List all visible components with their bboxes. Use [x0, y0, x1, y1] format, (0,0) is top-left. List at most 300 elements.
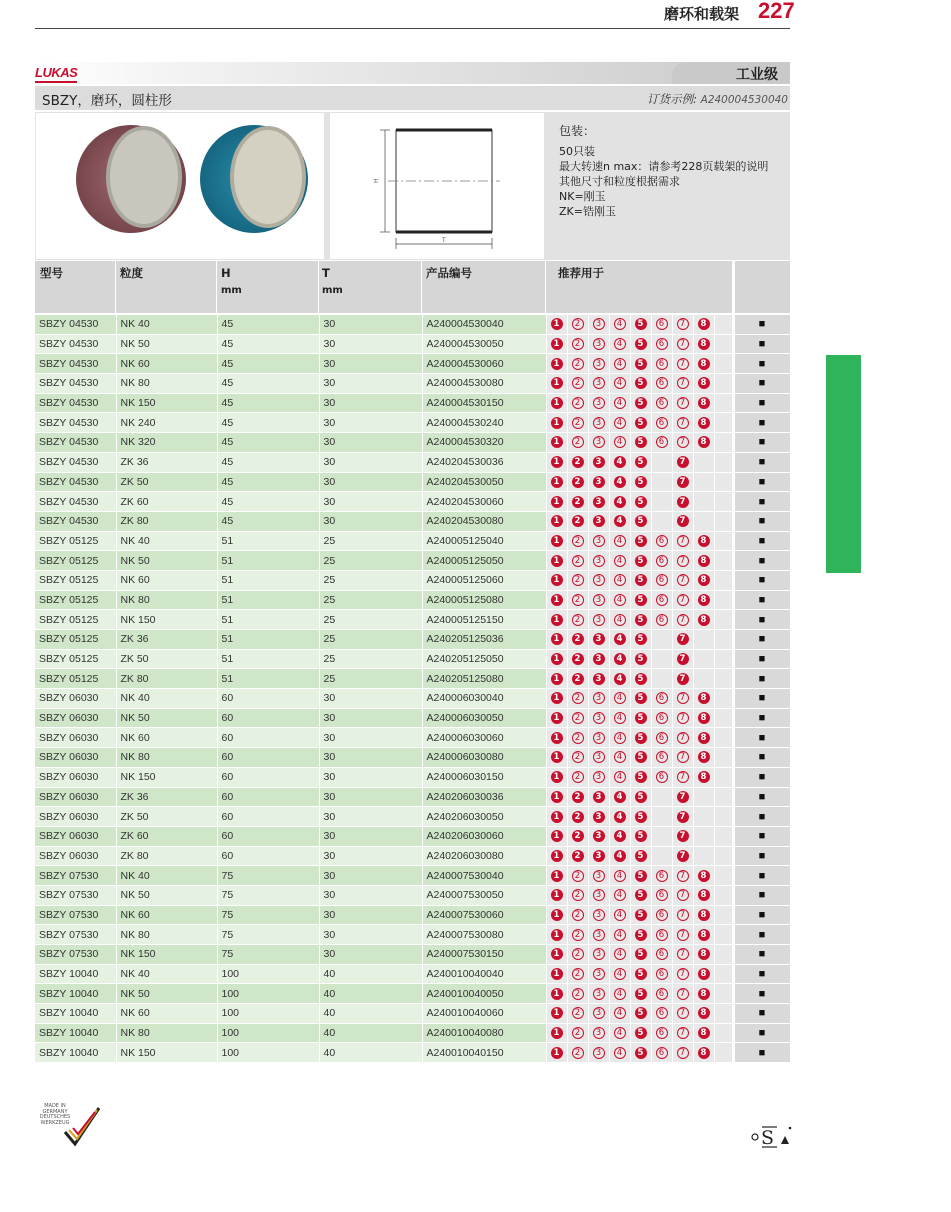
cell-h: 45 [217, 413, 319, 433]
application-cell [714, 1043, 733, 1062]
col-t: T mm [322, 266, 343, 296]
table-row [35, 669, 790, 689]
application-5-icon: 5 [635, 417, 647, 429]
cell-code: A240010040150 [422, 1043, 546, 1062]
application-2-icon: 2 [572, 338, 584, 350]
packaging-line: 50只装 [559, 145, 595, 158]
application-1-icon: 1 [551, 870, 563, 882]
application-4-icon: 4 [614, 555, 626, 567]
application-cell [714, 708, 733, 728]
application-cell [588, 413, 609, 433]
cell-model: SBZY 05125 [35, 551, 116, 571]
application-cell [546, 472, 567, 492]
application-4-icon: 4 [614, 377, 626, 389]
application-cell [672, 748, 693, 768]
application-cell [567, 945, 588, 965]
application-cell [714, 925, 733, 945]
application-cell [546, 945, 567, 965]
application-7-icon: 7 [677, 377, 689, 389]
application-5-icon: 5 [635, 1027, 647, 1039]
application-4-icon: 4 [614, 791, 626, 803]
cell-code: A240205125036 [422, 630, 546, 650]
cell-t: 30 [319, 846, 422, 866]
application-cell [672, 354, 693, 374]
application-cell [588, 492, 609, 512]
application-cell [588, 984, 609, 1004]
application-3-icon: 3 [593, 988, 605, 1000]
application-cell [609, 866, 630, 886]
application-cell [609, 708, 630, 728]
application-cell [546, 1004, 567, 1024]
application-5-icon: 5 [635, 673, 647, 685]
application-3-icon: 3 [593, 456, 605, 468]
application-4-icon: 4 [614, 1047, 626, 1059]
application-cell [693, 649, 714, 669]
application-4-icon: 4 [614, 870, 626, 882]
application-cell [672, 433, 693, 453]
application-cell [567, 1004, 588, 1024]
application-7-icon: 7 [677, 732, 689, 744]
cell-h: 45 [217, 315, 319, 335]
application-7-icon: 7 [677, 929, 689, 941]
application-cell [693, 551, 714, 571]
application-cell [609, 374, 630, 394]
cell-h: 45 [217, 334, 319, 354]
cell-model: SBZY 07530 [35, 885, 116, 905]
dim-t-label: T [442, 237, 446, 244]
application-cell [567, 570, 588, 590]
application-cell [651, 787, 672, 807]
application-2-icon: 2 [572, 988, 584, 1000]
cell-t: 30 [319, 708, 422, 728]
application-cell [672, 866, 693, 886]
application-2-icon: 2 [572, 811, 584, 823]
application-cell [567, 315, 588, 335]
table-row [35, 885, 790, 905]
application-cell [567, 984, 588, 1004]
application-5-icon: 5 [635, 358, 647, 370]
application-cell [546, 689, 567, 709]
table-row [35, 767, 790, 787]
application-cell [651, 590, 672, 610]
cell-grit: ZK 50 [116, 807, 217, 827]
application-3-icon: 3 [593, 358, 605, 370]
application-cell [630, 590, 651, 610]
application-cell [588, 708, 609, 728]
cell-t: 30 [319, 728, 422, 748]
application-cell [672, 630, 693, 650]
application-cell [651, 374, 672, 394]
application-2-icon: 2 [572, 397, 584, 409]
application-cell [609, 945, 630, 965]
application-cell [588, 1043, 609, 1062]
application-cell [588, 945, 609, 965]
cell-code: A240005125080 [422, 590, 546, 610]
table-row [35, 826, 790, 846]
cell-model: SBZY 05125 [35, 570, 116, 590]
cell-h: 60 [217, 748, 319, 768]
table-row [35, 511, 790, 531]
application-3-icon: 3 [593, 948, 605, 960]
application-7-icon: 7 [677, 909, 689, 921]
application-7-icon: 7 [677, 889, 689, 901]
application-4-icon: 4 [614, 968, 626, 980]
application-cell [651, 748, 672, 768]
cell-model: SBZY 04530 [35, 393, 116, 413]
application-cell [546, 610, 567, 630]
application-cell [588, 511, 609, 531]
cell-grit: ZK 36 [116, 452, 217, 472]
table-row [35, 472, 790, 492]
application-cell [714, 669, 733, 689]
header-rule [35, 28, 790, 29]
application-cell [714, 866, 733, 886]
cell-grit: NK 150 [116, 767, 217, 787]
application-cell [651, 1004, 672, 1024]
application-cell [714, 1004, 733, 1024]
application-cell [546, 787, 567, 807]
application-cell [588, 826, 609, 846]
cell-h: 51 [217, 570, 319, 590]
availability-mark: ■ [733, 531, 790, 551]
application-1-icon: 1 [551, 574, 563, 586]
application-cell [651, 570, 672, 590]
application-3-icon: 3 [593, 811, 605, 823]
application-cell [630, 885, 651, 905]
application-cell [651, 964, 672, 984]
application-cell [630, 787, 651, 807]
application-cell [714, 610, 733, 630]
application-8-icon: 8 [698, 948, 710, 960]
cell-model: SBZY 05125 [35, 630, 116, 650]
application-cell [609, 748, 630, 768]
application-4-icon: 4 [614, 988, 626, 1000]
cell-model: SBZY 05125 [35, 531, 116, 551]
cell-h: 45 [217, 472, 319, 492]
cell-t: 25 [319, 630, 422, 650]
table-row [35, 551, 790, 571]
application-cell [672, 334, 693, 354]
application-cell [567, 472, 588, 492]
application-cell [546, 334, 567, 354]
lukas-logo: LUKAS [35, 65, 78, 80]
application-6-icon: 6 [656, 771, 668, 783]
table-row [35, 925, 790, 945]
cell-model: SBZY 04530 [35, 315, 116, 335]
made-in-germany-text: MADE IN GERMANY DEUTSCHES WERKZEUG [39, 1103, 71, 1126]
application-5-icon: 5 [635, 633, 647, 645]
cell-h: 75 [217, 925, 319, 945]
table-row [35, 452, 790, 472]
cell-h: 100 [217, 964, 319, 984]
application-cell [672, 610, 693, 630]
cell-grit: NK 150 [116, 393, 217, 413]
application-cell [609, 905, 630, 925]
cell-h: 45 [217, 511, 319, 531]
application-5-icon: 5 [635, 732, 647, 744]
availability-mark: ■ [733, 826, 790, 846]
cell-grit: ZK 50 [116, 472, 217, 492]
cell-grit: NK 150 [116, 945, 217, 965]
cell-grit: NK 150 [116, 1043, 217, 1062]
application-cell [651, 315, 672, 335]
cell-t: 40 [319, 964, 422, 984]
application-cell [672, 590, 693, 610]
cell-h: 60 [217, 689, 319, 709]
cell-t: 30 [319, 885, 422, 905]
application-8-icon: 8 [698, 594, 710, 606]
application-cell [567, 374, 588, 394]
application-6-icon: 6 [656, 889, 668, 901]
application-cell [609, 630, 630, 650]
application-2-icon: 2 [572, 377, 584, 389]
application-cell [651, 807, 672, 827]
application-1-icon: 1 [551, 1047, 563, 1059]
cell-grit: NK 60 [116, 1004, 217, 1024]
availability-mark: ■ [733, 1043, 790, 1062]
cell-grit: NK 60 [116, 905, 217, 925]
application-8-icon: 8 [698, 909, 710, 921]
application-3-icon: 3 [593, 889, 605, 901]
cell-h: 100 [217, 1004, 319, 1024]
application-cell [609, 885, 630, 905]
table-row [35, 689, 790, 709]
application-cell [588, 767, 609, 787]
table-row [35, 531, 790, 551]
application-6-icon: 6 [656, 318, 668, 330]
availability-mark: ■ [733, 925, 790, 945]
application-cell [546, 393, 567, 413]
application-1-icon: 1 [551, 397, 563, 409]
application-4-icon: 4 [614, 771, 626, 783]
application-8-icon: 8 [698, 988, 710, 1000]
cell-t: 30 [319, 807, 422, 827]
cell-code: A240005125040 [422, 531, 546, 551]
application-cell [714, 492, 733, 512]
application-cell [693, 492, 714, 512]
application-cell [693, 708, 714, 728]
application-cell [609, 570, 630, 590]
application-6-icon: 6 [656, 555, 668, 567]
application-cell [609, 551, 630, 571]
availability-mark: ■ [733, 846, 790, 866]
application-cell [630, 669, 651, 689]
header-divider [216, 261, 217, 313]
application-cell [630, 354, 651, 374]
application-cell [546, 570, 567, 590]
application-5-icon: 5 [635, 1047, 647, 1059]
application-5-icon: 5 [635, 515, 647, 527]
application-5-icon: 5 [635, 456, 647, 468]
application-cell [651, 393, 672, 413]
cell-model: SBZY 06030 [35, 689, 116, 709]
cell-code: A240004530050 [422, 334, 546, 354]
application-5-icon: 5 [635, 830, 647, 842]
application-cell [693, 354, 714, 374]
table-row [35, 1043, 790, 1062]
application-3-icon: 3 [593, 1047, 605, 1059]
table-row [35, 984, 790, 1004]
packaging-info [559, 124, 768, 219]
application-4-icon: 4 [614, 751, 626, 763]
application-cell [672, 472, 693, 492]
cell-model: SBZY 06030 [35, 826, 116, 846]
application-cell [714, 1023, 733, 1043]
application-cell [672, 1004, 693, 1024]
application-cell [588, 452, 609, 472]
made-in-germany-logo [35, 1104, 105, 1154]
application-cell [672, 551, 693, 571]
application-cell [546, 433, 567, 453]
cell-t: 30 [319, 315, 422, 335]
application-2-icon: 2 [572, 673, 584, 685]
application-cell [567, 964, 588, 984]
application-cell [672, 511, 693, 531]
application-cell [567, 452, 588, 472]
application-cell [693, 945, 714, 965]
application-cell [714, 728, 733, 748]
cell-h: 75 [217, 905, 319, 925]
application-8-icon: 8 [698, 1007, 710, 1019]
cell-model: SBZY 07530 [35, 925, 116, 945]
cell-code: A240006030050 [422, 708, 546, 728]
table-row [35, 905, 790, 925]
application-1-icon: 1 [551, 1027, 563, 1039]
application-cell [714, 885, 733, 905]
cell-t: 30 [319, 905, 422, 925]
application-1-icon: 1 [551, 476, 563, 488]
cell-grit: ZK 80 [116, 511, 217, 531]
application-cell [672, 984, 693, 1004]
application-cell [630, 689, 651, 709]
application-2-icon: 2 [572, 515, 584, 527]
application-1-icon: 1 [551, 948, 563, 960]
application-3-icon: 3 [593, 338, 605, 350]
table-row [35, 492, 790, 512]
application-cell [630, 964, 651, 984]
application-2-icon: 2 [572, 614, 584, 626]
application-4-icon: 4 [614, 318, 626, 330]
application-cell [714, 374, 733, 394]
application-cell [714, 551, 733, 571]
application-7-icon: 7 [677, 496, 689, 508]
application-cell [693, 905, 714, 925]
packaging-line: 其他尺寸和粒度根据需求 [559, 175, 680, 188]
cell-grit: NK 320 [116, 433, 217, 453]
cell-t: 25 [319, 531, 422, 551]
application-4-icon: 4 [614, 811, 626, 823]
application-cell [693, 984, 714, 1004]
application-cell [546, 374, 567, 394]
application-6-icon: 6 [656, 988, 668, 1000]
application-4-icon: 4 [614, 417, 626, 429]
cell-t: 30 [319, 787, 422, 807]
cell-model: SBZY 04530 [35, 334, 116, 354]
cell-h: 45 [217, 354, 319, 374]
application-3-icon: 3 [593, 515, 605, 527]
application-cell [567, 748, 588, 768]
application-cell [630, 748, 651, 768]
cell-model: SBZY 05125 [35, 649, 116, 669]
cell-model: SBZY 10040 [35, 1004, 116, 1024]
application-3-icon: 3 [593, 968, 605, 980]
application-5-icon: 5 [635, 968, 647, 980]
application-5-icon: 5 [635, 574, 647, 586]
cell-code: A240206030060 [422, 826, 546, 846]
availability-mark: ■ [733, 728, 790, 748]
availability-mark: ■ [733, 748, 790, 768]
application-cell [651, 905, 672, 925]
logo-underline [35, 81, 77, 83]
cell-t: 40 [319, 984, 422, 1004]
application-cell [588, 866, 609, 886]
application-1-icon: 1 [551, 830, 563, 842]
application-1-icon: 1 [551, 653, 563, 665]
application-cell [609, 511, 630, 531]
cell-code: A240007530150 [422, 945, 546, 965]
application-cell [546, 925, 567, 945]
application-1-icon: 1 [551, 515, 563, 527]
application-cell [588, 610, 609, 630]
cell-code: A240006030060 [422, 728, 546, 748]
application-cell [693, 689, 714, 709]
availability-mark: ■ [733, 689, 790, 709]
cell-code: A240004530320 [422, 433, 546, 453]
cell-model: SBZY 06030 [35, 748, 116, 768]
application-7-icon: 7 [677, 968, 689, 980]
cell-code: A240205125080 [422, 669, 546, 689]
application-1-icon: 1 [551, 358, 563, 370]
application-cell [588, 964, 609, 984]
application-5-icon: 5 [635, 929, 647, 941]
cell-model: SBZY 05125 [35, 610, 116, 630]
table-row [35, 334, 790, 354]
application-cell [567, 846, 588, 866]
availability-mark: ■ [733, 669, 790, 689]
application-cell [609, 767, 630, 787]
application-6-icon: 6 [656, 1007, 668, 1019]
application-3-icon: 3 [593, 417, 605, 429]
cell-h: 45 [217, 374, 319, 394]
table-row [35, 846, 790, 866]
application-4-icon: 4 [614, 496, 626, 508]
application-5-icon: 5 [635, 948, 647, 960]
application-6-icon: 6 [656, 535, 668, 547]
application-cell [630, 610, 651, 630]
application-2-icon: 2 [572, 456, 584, 468]
cell-grit: ZK 36 [116, 787, 217, 807]
packaging-line: 最大转速n max：请参考228页载架的说明 [559, 160, 769, 173]
application-cell [588, 649, 609, 669]
application-cell [693, 334, 714, 354]
table-row [35, 728, 790, 748]
application-6-icon: 6 [656, 948, 668, 960]
application-1-icon: 1 [551, 712, 563, 724]
application-cell [630, 925, 651, 945]
application-6-icon: 6 [656, 712, 668, 724]
application-6-icon: 6 [656, 338, 668, 350]
cell-t: 25 [319, 570, 422, 590]
application-cell [588, 728, 609, 748]
application-7-icon: 7 [677, 633, 689, 645]
application-1-icon: 1 [551, 988, 563, 1000]
application-2-icon: 2 [572, 771, 584, 783]
cell-model: SBZY 10040 [35, 1043, 116, 1062]
cell-code: A240205125050 [422, 649, 546, 669]
application-4-icon: 4 [614, 594, 626, 606]
application-5-icon: 5 [635, 791, 647, 803]
product-title: SBZY，磨环，圆柱形 [42, 93, 172, 109]
